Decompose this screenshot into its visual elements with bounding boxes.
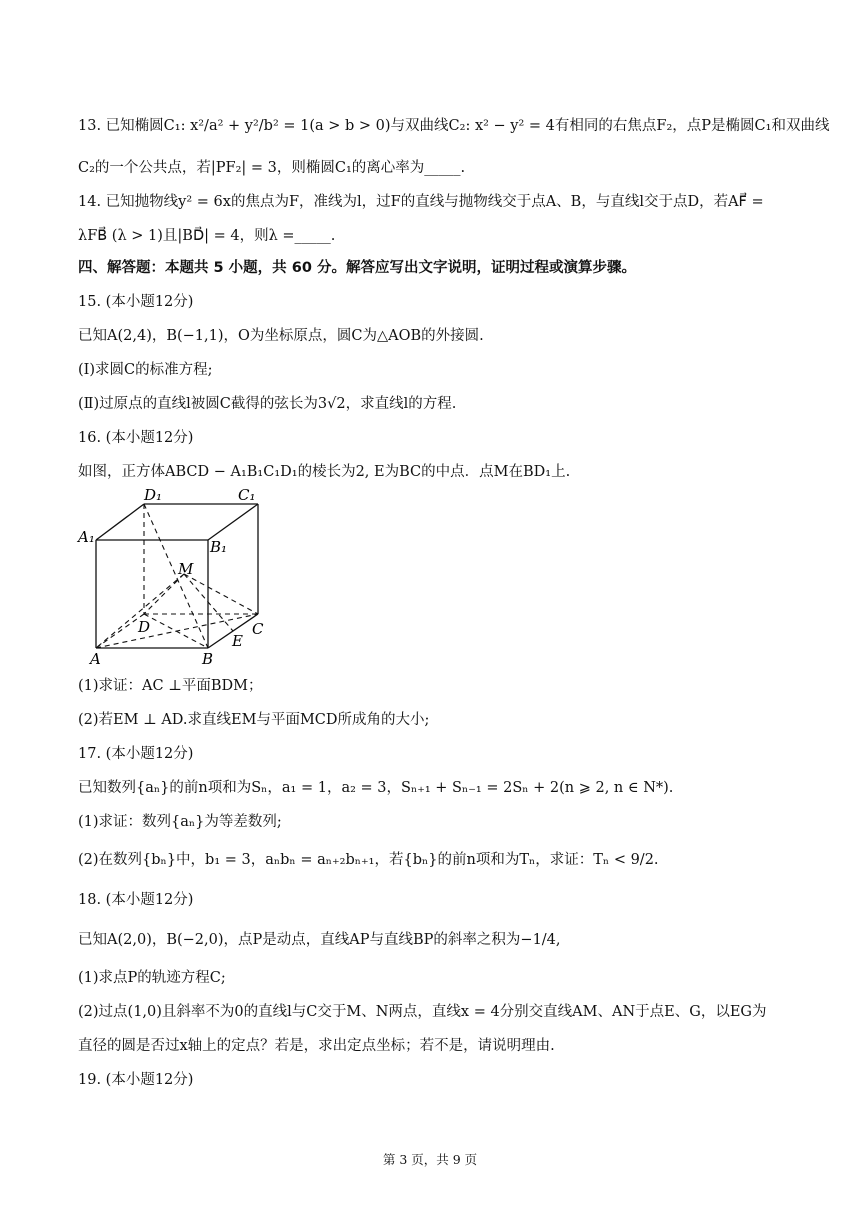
label-M: M [178,560,194,578]
q17-part2: (2)在数列{bₙ}中，b₁ = 3，aₙbₙ = aₙ₊₂bₙ₊₁，若{bₙ}的前n项和为Tₙ，求证：Tₙ < 9/2. [78,852,659,868]
q18-stem: 已知A(2,0)，B(−2,0)，点P是动点，直线AP与直线BP的斜率之积为−1/4, [78,932,561,948]
q15-part1: (Ⅰ)求圆C的标准方程; [78,362,213,378]
label-D1: D₁ [144,486,163,504]
label-B1: B₁ [210,538,228,556]
page-footer: 第 3 页，共 9 页 [382,1152,478,1167]
label-E: E [232,632,243,650]
q16-stem: 如图，正方体ABCD − A₁B₁C₁D₁的棱长为2, E为BC的中点．点M在BD₁上. [78,464,571,480]
label-A1: A₁ [78,528,95,546]
q19-heading: 19. (本小题12分) [78,1072,194,1088]
q17-stem: 已知数列{aₙ}的前n项和为Sₙ，a₁ = 1，a₂ = 3，Sₙ₊₁ + Sₙ₋₁ = 2Sₙ + 2(n ⩾ 2, n ∈ N*). [78,780,674,796]
q14-line2: λFB⃗ (λ > 1)且|BD⃗| = 4，则λ =_____. [78,228,336,244]
q13-line2: C₂的一个公共点，若|PF₂| = 3，则椭圆C₁的离心率为_____. [78,160,466,176]
label-A: A [90,650,101,668]
cube-figure [76,484,276,674]
q18-heading: 18. (本小题12分) [78,892,194,908]
section-heading: 四、解答题：本题共 5 小题，共 60 分。解答应写出文字说明，证明过程或演算步骤。 [78,260,636,276]
q13-line1: 13. 已知椭圆C₁: x²/a² + y²/b² = 1(a > b > 0)与双曲线C₂: x² − y² = 4有相同的右焦点F₂，点P是椭圆C₁和双曲线 [78,118,830,134]
q15-stem: 已知A(2,4)，B(−1,1)，O为坐标原点，圆C为△AOB的外接圆. [78,328,484,344]
q16-part2: (2)若EM ⊥ AD.求直线EM与平面MCD所成角的大小; [78,712,430,728]
q18-part2b: 直径的圆是否过x轴上的定点？若是，求出定点坐标；若不是，请说明理由. [78,1038,555,1054]
label-B: B [202,650,214,668]
q16-part1: (1)求证：AC ⊥平面BDM； [78,678,263,694]
q16-heading: 16. (本小题12分) [78,430,194,446]
q17-heading: 17. (本小题12分) [78,746,194,762]
q15-heading: 15. (本小题12分) [78,294,194,310]
label-D: D [138,618,151,636]
label-C1: C₁ [238,486,256,504]
q18-part1: (1)求点P的轨迹方程C; [78,970,226,986]
q14-line1: 14. 已知抛物线y² = 6x的焦点为F，准线为l，过F的直线与抛物线交于点A、B，与直线l交于点D，若AF⃗ = [78,194,764,210]
q18-part2a: (2)过点(1,0)且斜率不为0的直线l与C交于M、N两点，直线x = 4分别交直线AM、AN于点E、G，以EG为 [78,1004,767,1020]
q17-part1: (1)求证：数列{aₙ}为等差数列; [78,814,282,830]
label-C: C [252,620,264,638]
q15-part2: (Ⅱ)过原点的直线l被圆C截得的弦长为3√2，求直线l的方程. [78,396,457,412]
